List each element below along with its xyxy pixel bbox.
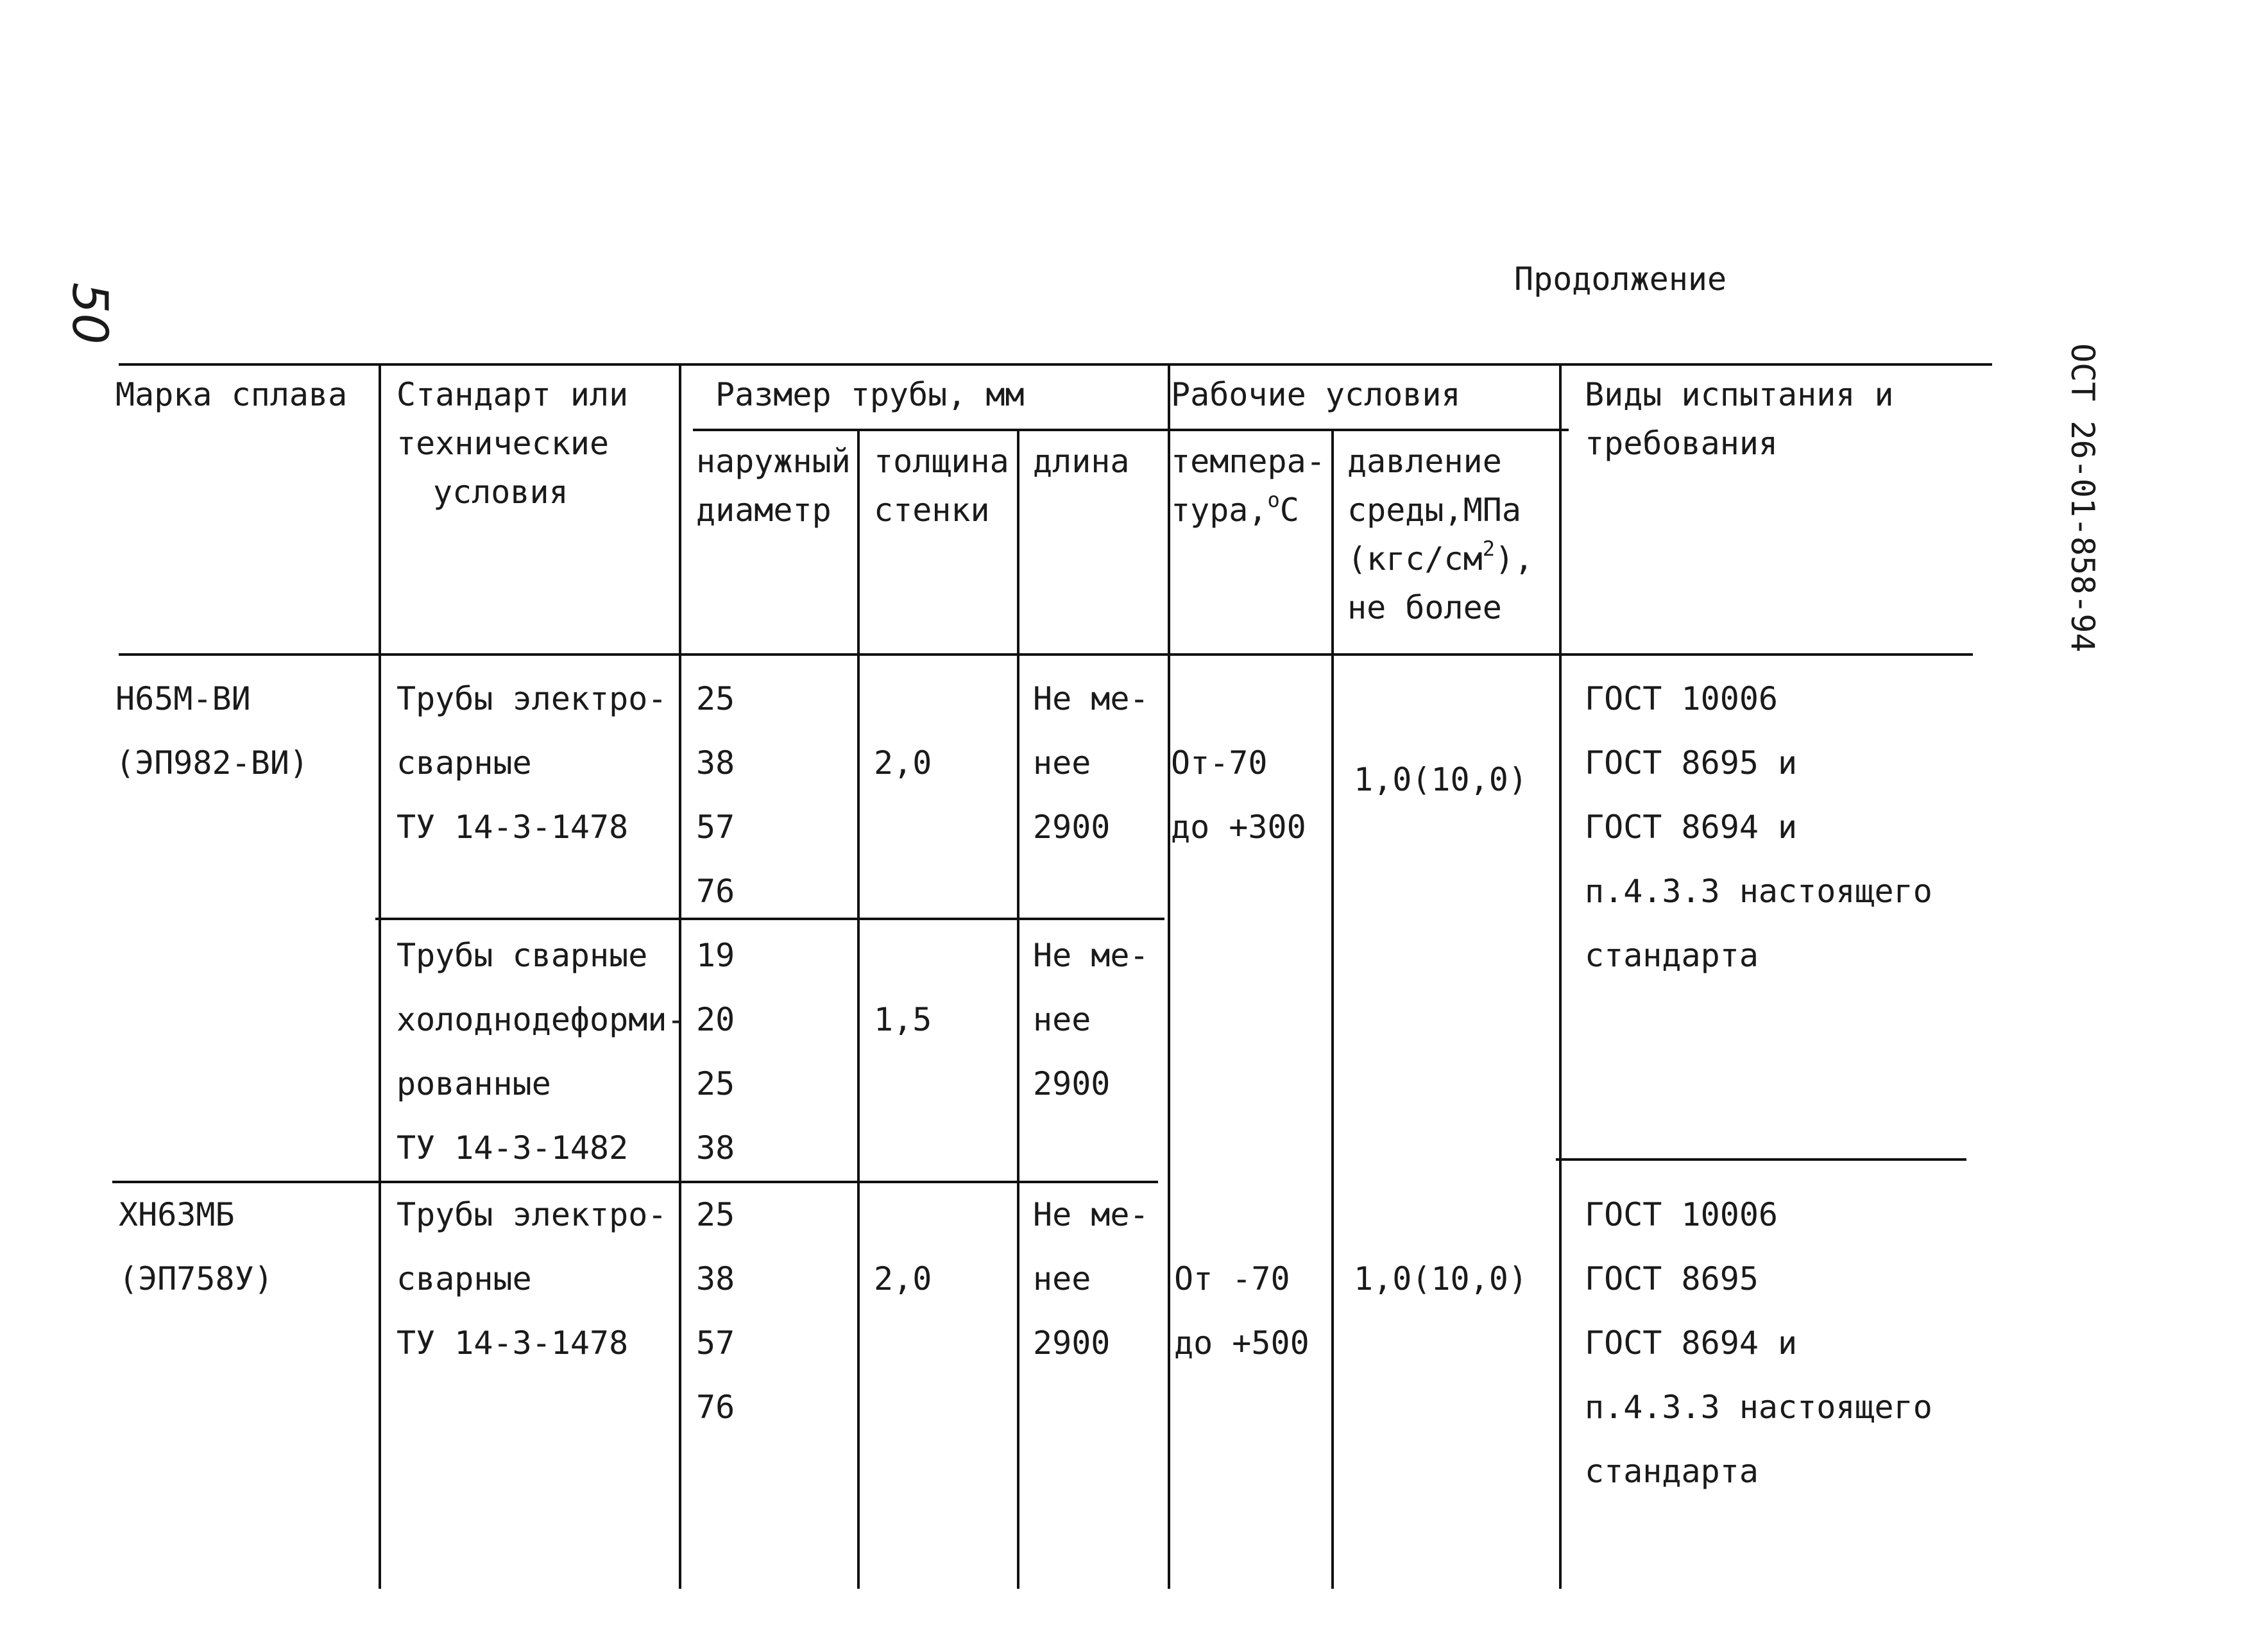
header-tests-2: требования	[1585, 425, 1778, 462]
row3-alloy-2: (ЭП758У)	[119, 1260, 273, 1297]
row3-pressure: 1,0(10,0)	[1354, 1260, 1528, 1297]
row-divider-2-right	[1556, 1158, 1966, 1161]
subheader-rule-work	[1171, 429, 1569, 431]
row1-wall: 2,0	[874, 744, 932, 782]
row3-diameter-3: 57	[696, 1324, 735, 1362]
row3-tests-5: стандарта	[1585, 1453, 1759, 1490]
row2-wall: 1,5	[874, 1001, 932, 1038]
page-number: 50	[62, 282, 119, 345]
row3-tests-3: ГОСТ 8694 и	[1585, 1324, 1798, 1362]
header-bottom-border	[119, 653, 1973, 656]
header-diameter-2: диаметр	[696, 492, 831, 529]
row-divider-1	[375, 918, 1164, 920]
row2-standard-2: холоднодеформи-	[396, 1001, 686, 1038]
row1-diameter-4: 76	[696, 873, 735, 910]
row1-standard-1: Трубы электро-	[396, 680, 667, 717]
col-line-1	[379, 363, 381, 1589]
col-line-6	[1331, 429, 1334, 1589]
row1-diameter-2: 38	[696, 744, 735, 782]
row2-diameter-4: 38	[696, 1129, 735, 1167]
row3-diameter-1: 25	[696, 1196, 735, 1233]
header-wall-2: стенки	[874, 492, 990, 529]
row2-standard-4: ТУ 14-3-1482	[396, 1129, 629, 1167]
table-top-border	[119, 363, 1992, 366]
row3-temp-1: От -70	[1174, 1260, 1290, 1297]
row1-tests-2: ГОСТ 8695 и	[1585, 744, 1798, 782]
header-temp-2: тура,$^о$С	[1171, 488, 1299, 529]
row1-length-3: 2900	[1033, 809, 1111, 846]
row3-diameter-2: 38	[696, 1260, 735, 1297]
row1-standard-2: сварные	[396, 744, 532, 782]
row3-alloy-1: ХН63МБ	[119, 1196, 235, 1233]
header-pressure-4: не более	[1347, 589, 1502, 626]
row1-alloy-1: Н65М-ВИ	[115, 680, 251, 717]
row3-wall: 2,0	[874, 1260, 932, 1297]
header-standard-3: условия	[433, 474, 568, 511]
header-pressure-3: $(кгс/см^2)$,	[1347, 536, 1534, 578]
col-line-3	[857, 429, 860, 1589]
row3-standard-1: Трубы электро-	[396, 1196, 667, 1233]
row-divider-2	[112, 1181, 1158, 1183]
continuation-label: Продолжение	[1514, 261, 1727, 298]
header-tests-1: Виды испытания и	[1585, 376, 1894, 413]
document-code: ОСТ 26-01-858-94	[2064, 343, 2101, 653]
row1-tests-1: ГОСТ 10006	[1585, 680, 1778, 717]
row1-temp-2: до +300	[1171, 809, 1306, 846]
row1-temp-1: От-70	[1171, 744, 1268, 782]
header-length: длина	[1033, 443, 1130, 480]
row1-standard-3: ТУ 14-3-1478	[396, 809, 629, 846]
row2-length-2: нее	[1033, 1001, 1091, 1038]
header-diameter-1: наружный	[696, 443, 851, 480]
row3-standard-3: ТУ 14-3-1478	[396, 1324, 629, 1362]
row3-tests-4: п.4.3.3 настоящего	[1585, 1389, 1932, 1426]
header-standard-2: технические	[396, 425, 610, 462]
row3-length-1: Не ме-	[1033, 1196, 1149, 1233]
row1-pressure: 1,0(10,0)	[1354, 761, 1528, 798]
header-work: Рабочие условия	[1171, 376, 1461, 413]
row2-length-1: Не ме-	[1033, 937, 1149, 974]
row2-diameter-3: 25	[696, 1065, 735, 1102]
header-temp-1: темпера-	[1171, 443, 1326, 480]
col-line-5	[1168, 363, 1170, 1589]
row3-standard-2: сварные	[396, 1260, 532, 1297]
header-pressure-1: давление	[1347, 443, 1502, 480]
row3-length-3: 2900	[1033, 1324, 1111, 1362]
header-standard-1: Стандарт или	[396, 376, 629, 413]
row1-diameter-1: 25	[696, 680, 735, 717]
row2-diameter-1: 19	[696, 937, 735, 974]
row3-diameter-4: 76	[696, 1389, 735, 1426]
row1-tests-3: ГОСТ 8694 и	[1585, 809, 1798, 846]
row3-length-2: нее	[1033, 1260, 1091, 1297]
row1-alloy-2: (ЭП982-ВИ)	[115, 744, 309, 782]
row1-tests-4: п.4.3.3 настоящего	[1585, 873, 1932, 910]
row2-standard-3: рованные	[396, 1065, 551, 1102]
col-line-2	[679, 363, 681, 1589]
header-size: Размер трубы, мм	[715, 376, 1025, 413]
header-pressure-2: среды,МПа	[1347, 492, 1521, 529]
header-wall-1: толщина	[874, 443, 1009, 480]
row2-standard-1: Трубы сварные	[396, 937, 648, 974]
row2-diameter-2: 20	[696, 1001, 735, 1038]
row3-tests-2: ГОСТ 8695	[1585, 1260, 1759, 1297]
header-alloy: Марка сплава	[115, 376, 348, 413]
row1-tests-5: стандарта	[1585, 937, 1759, 974]
col-line-7	[1559, 363, 1562, 1589]
subheader-rule-size	[693, 429, 1171, 431]
row1-length-2: нее	[1033, 744, 1091, 782]
col-line-4	[1017, 429, 1019, 1589]
row3-tests-1: ГОСТ 10006	[1585, 1196, 1778, 1233]
row3-temp-2: до +500	[1174, 1324, 1309, 1362]
row1-length-1: Не ме-	[1033, 680, 1149, 717]
row2-length-3: 2900	[1033, 1065, 1111, 1102]
row1-diameter-3: 57	[696, 809, 735, 846]
